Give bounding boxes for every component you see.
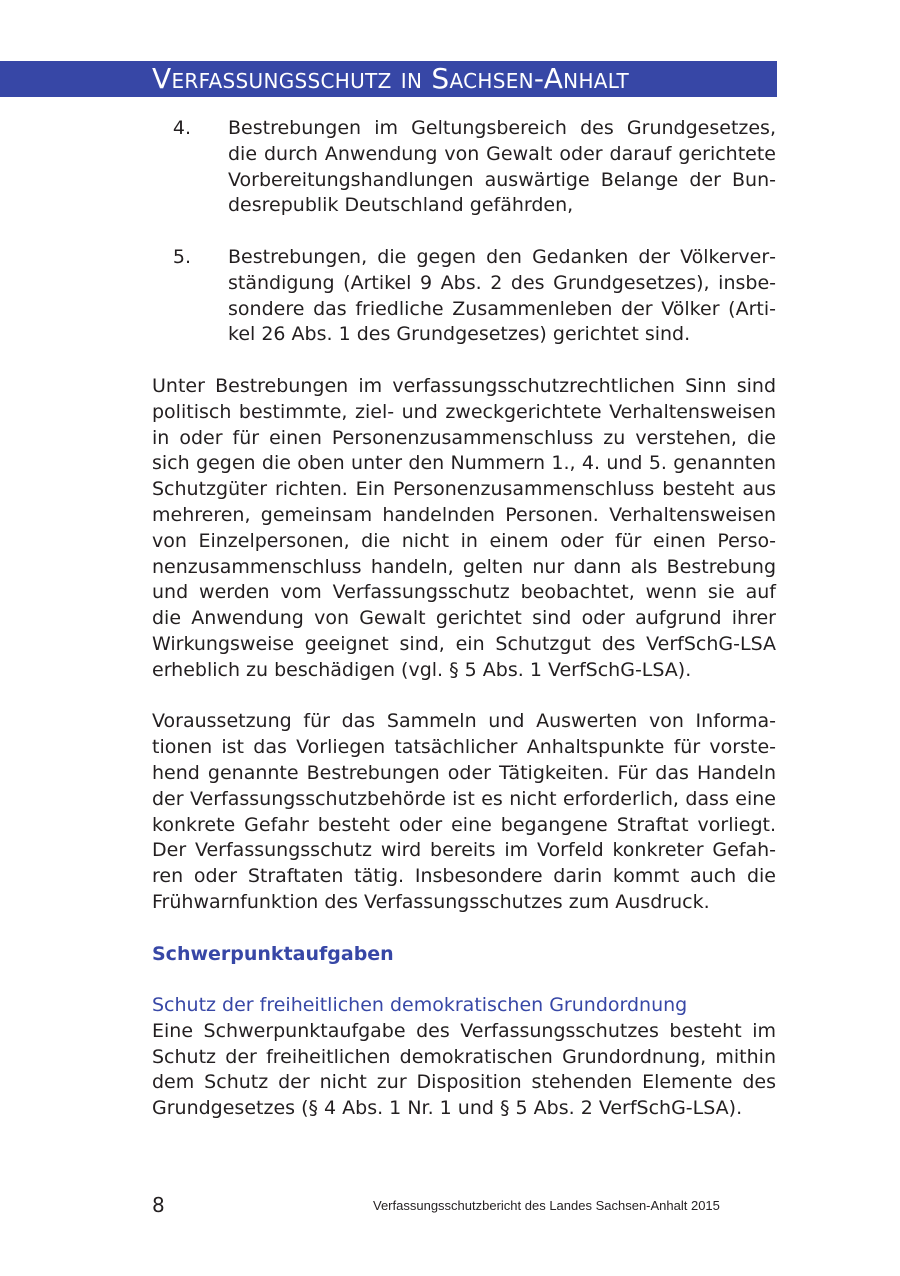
list-text: Bestrebungen im Geltungsbereich des Grundgesetzes, die durch Anwendung von Gewalt oder darauf gerichtete Vorbereitungshandlungen auswärtige Belange der Bundesrepublik Deutschland gefährden, [228, 117, 776, 217]
list-item-5 [152, 245, 776, 348]
page-content [152, 116, 776, 1148]
section-heading: Schwerpunktaufgaben [152, 942, 394, 965]
paragraph-bestrebungen: Unter Bestrebungen im verfassungsschutzrechtlichen Sinn sind politisch bestimmte, ziel- und zweckgerichtete Verhaltensweisen in oder für einen Personenzusammenschluss zu verstehen, die sich gegen die oben unter den Nummern 1., 4. und 5. genannten Schutzgüter richten. Ein Personenzusammenschluss besteht aus mehreren, gemeinsam handelnden Personen. Verhaltensweisen von Einzelpersonen, die nicht in einem oder für einen Personenzusammenschluss handeln, gelten nur dann als Bestrebung und werden vom Verfassungsschutz beobachtet, wenn sie auf die Anwendung von Gewalt gerichtet sind oder aufgrund ihrer Wirkungsweise geeignet sind, ein Schutzgut des VerfSchG-LSA erheblich zu beschädigen (vgl. § 5 Abs. 1 VerfSchG-LSA). [152, 374, 776, 681]
paragraph-voraussetzung: Voraussetzung für das Sammeln und Auswerten von Informationen ist das Vorliegen tatsächlicher Anhaltspunkte für vorstehend genannte Bestrebungen oder Tätigkeiten. Für das Handeln der Verfassungsschutzbehörde ist es nicht erforderlich, dass eine konkrete Gefahr besteht oder eine begangene Straftat vorliegt. Der Verfassungsschutz wird bereits im Vorfeld konkreter Gefahren oder Straftaten tätig. Insbesondere darin kommt auch die Frühwarnfunktion des Verfassungsschutzes zum Ausdruck. [152, 710, 776, 913]
list-number: 4. [172, 117, 191, 139]
list-item-4 [152, 116, 776, 219]
paragraph-schwerpunkt: Eine Schwerpunktaufgabe des Verfassungsschutzes besteht im Schutz der freiheitlichen demokratischen Grundordnung, mithin dem Schutz der nicht zur Disposition stehenden Elemente des Grundgesetzes (§ 4 Abs. 1 Nr. 1 und § 5 Abs. 2 VerfSchG-LSA). [152, 1019, 776, 1120]
subsection-heading: Schutz der freiheitlichen demokratischen Grundordnung [152, 994, 688, 1017]
list-text: Bestrebungen, die gegen den Gedanken der Völkerverständigung (Artikel 9 Abs. 2 des Grundgesetzes), insbesondere das friedliche Zusammenleben der Völker (Artikel 26 Abs. 1 des Grundgesetzes) gerichtet sind. [228, 245, 776, 346]
list-number: 5. [172, 245, 191, 268]
page-number: 8 [152, 1193, 165, 1217]
page-header-title: Verfassungsschutz in Sachsen-Anhalt [152, 62, 629, 95]
footer-publication-title: Verfassungsschutzbericht des Landes Sachsen-Anhalt 2015 [373, 1198, 720, 1213]
